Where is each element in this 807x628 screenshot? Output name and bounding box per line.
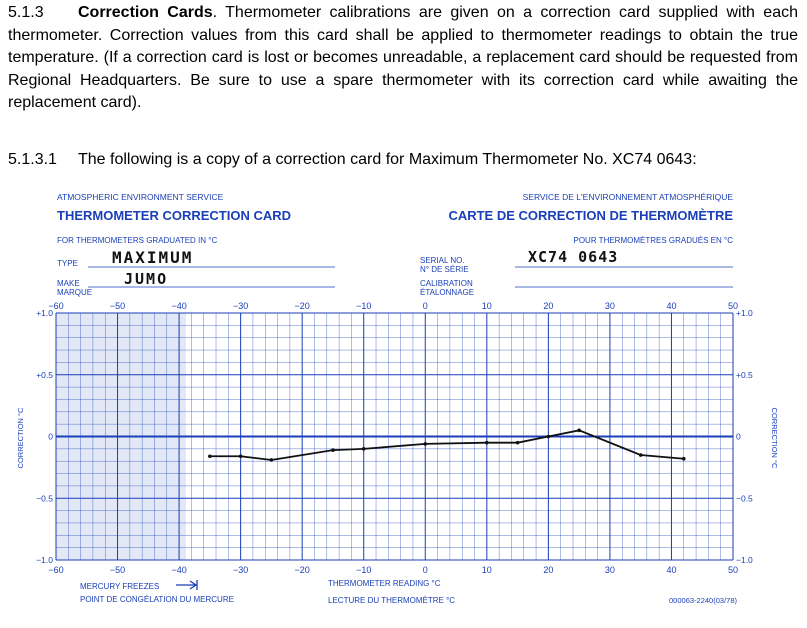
- subsection-text: The following is a copy of a correction card for Maximum Thermometer No. XC74 0643:: [78, 151, 697, 168]
- make-label-fr: MARQUE: [57, 288, 93, 297]
- x-tick-label: 10: [481, 565, 492, 575]
- left-tick-labels: [36, 308, 53, 565]
- y-axis-label-right: CORRECTION °C: [770, 407, 779, 469]
- y-tick-label: −1.0: [36, 555, 53, 565]
- y-tick-label-right: +1.0: [736, 308, 753, 318]
- correction-chart: [36, 301, 753, 575]
- data-point: [270, 458, 274, 462]
- x-tick-label: 0: [422, 565, 428, 575]
- reading-en: THERMOMETER READING °C: [328, 579, 441, 588]
- calibration-label: CALIBRATION: [420, 279, 473, 288]
- service-fr: SERVICE DE L'ENVIRONNEMENT ATMOSPHÉRIQUE: [522, 192, 733, 202]
- section-title: Correction Cards: [78, 4, 213, 21]
- x-tick-label: 50: [727, 565, 739, 575]
- y-tick-label: +0.5: [36, 369, 53, 380]
- make-label: MAKE: [57, 279, 80, 288]
- y-tick-label: +1.0: [36, 308, 53, 318]
- reading-fr: LECTURE DU THERMOMÈTRE °C: [328, 596, 456, 605]
- section-paragraph: [8, 2, 798, 115]
- y-tick-label-right: +0.5: [736, 369, 753, 380]
- serial-value: XC74 0643: [528, 248, 619, 266]
- data-point: [239, 454, 243, 458]
- title-en: THERMOMETER CORRECTION CARD: [57, 208, 291, 223]
- freeze-arrow-icon: [176, 580, 197, 590]
- make-value: JUMO: [124, 270, 169, 288]
- right-tick-labels: [736, 308, 753, 565]
- y-tick-label-right: −0.5: [736, 493, 753, 504]
- x-tick-label: −60: [48, 565, 64, 575]
- data-point: [639, 453, 643, 457]
- x-tick-label: −40: [171, 565, 187, 575]
- point-congelation: POINT DE CONGÉLATION DU MERCURE: [80, 595, 234, 604]
- form-number: 000063-2240(03/78): [669, 596, 737, 605]
- x-tick-label-top: −60: [48, 301, 64, 311]
- section-body: . Thermometer calibrations are given on a correction card supplied with each thermometer. Correction values from this card shall be applied to thermometer readings to obtain the true temperature. (If a correction card is lost or becomes unreadable, a replacement card should be requested from Regional Headquarters. Be sure to use a spare thermometer with its correction card while awaiting the replacement card).: [8, 4, 798, 111]
- x-tick-label-top: −10: [356, 301, 372, 311]
- data-point: [362, 447, 366, 451]
- serial-label: SERIAL NO.: [420, 256, 465, 265]
- x-tick-label-top: 30: [604, 301, 615, 311]
- type-label: TYPE: [57, 259, 78, 268]
- x-tick-label-top: 20: [543, 301, 554, 311]
- calibration-label-fr: ÉTALONNAGE: [420, 288, 475, 297]
- y-tick-label-right: 0: [736, 431, 741, 442]
- series-correction: [208, 429, 685, 462]
- data-point: [577, 429, 581, 433]
- x-tick-label: −20: [294, 565, 310, 575]
- x-tick-label-top: 50: [727, 301, 739, 311]
- data-point: [547, 435, 551, 439]
- y-tick-label-right: −1.0: [736, 555, 753, 565]
- x-tick-label: −50: [109, 565, 126, 575]
- x-tick-label-top: −50: [109, 301, 126, 311]
- y-tick-label: −0.5: [36, 493, 53, 504]
- subsection-paragraph: [8, 149, 798, 171]
- mercury-freeze-band: [56, 313, 186, 560]
- graduated-fr: POUR THERMOMÈTRES GRADUÉS EN °C: [573, 236, 733, 245]
- data-point: [516, 441, 520, 445]
- x-tick-label-top: −40: [171, 301, 187, 311]
- serial-label-fr: N° DE SÉRIE: [420, 265, 469, 274]
- x-tick-label-top: 10: [481, 301, 492, 311]
- x-tick-label: −30: [232, 565, 249, 575]
- x-tick-label-top: 40: [666, 301, 677, 311]
- graduated-en: FOR THERMOMETERS GRADUATED IN °C: [57, 236, 218, 245]
- x-tick-label: −10: [356, 565, 372, 575]
- y-axis-label-left: CORRECTION °C: [16, 407, 25, 469]
- data-point: [208, 454, 212, 458]
- type-value: MAXIMUM: [112, 248, 194, 267]
- x-tick-label-top: −20: [294, 301, 310, 311]
- data-point: [423, 442, 427, 446]
- x-tick-label: 20: [543, 565, 554, 575]
- data-point: [485, 441, 489, 445]
- section-number: 5.1.3: [8, 4, 44, 21]
- x-tick-label-top: −30: [232, 301, 249, 311]
- data-point: [682, 457, 686, 461]
- bottom-tick-labels: [48, 565, 738, 575]
- series-line: [210, 430, 684, 460]
- title-fr: CARTE DE CORRECTION DE THERMOMÈTRE: [448, 208, 733, 223]
- service-en: ATMOSPHERIC ENVIRONMENT SERVICE: [57, 192, 224, 202]
- x-tick-label: 40: [666, 565, 677, 575]
- correction-card: [0, 180, 807, 620]
- y-tick-label: 0: [48, 431, 53, 442]
- data-point: [331, 448, 335, 452]
- mercury-freezes: MERCURY FREEZES: [80, 582, 160, 591]
- subsection-number: 5.1.3.1: [8, 151, 57, 168]
- top-tick-labels: [48, 301, 738, 311]
- x-tick-label: 30: [604, 565, 615, 575]
- x-tick-label-top: 0: [422, 301, 428, 311]
